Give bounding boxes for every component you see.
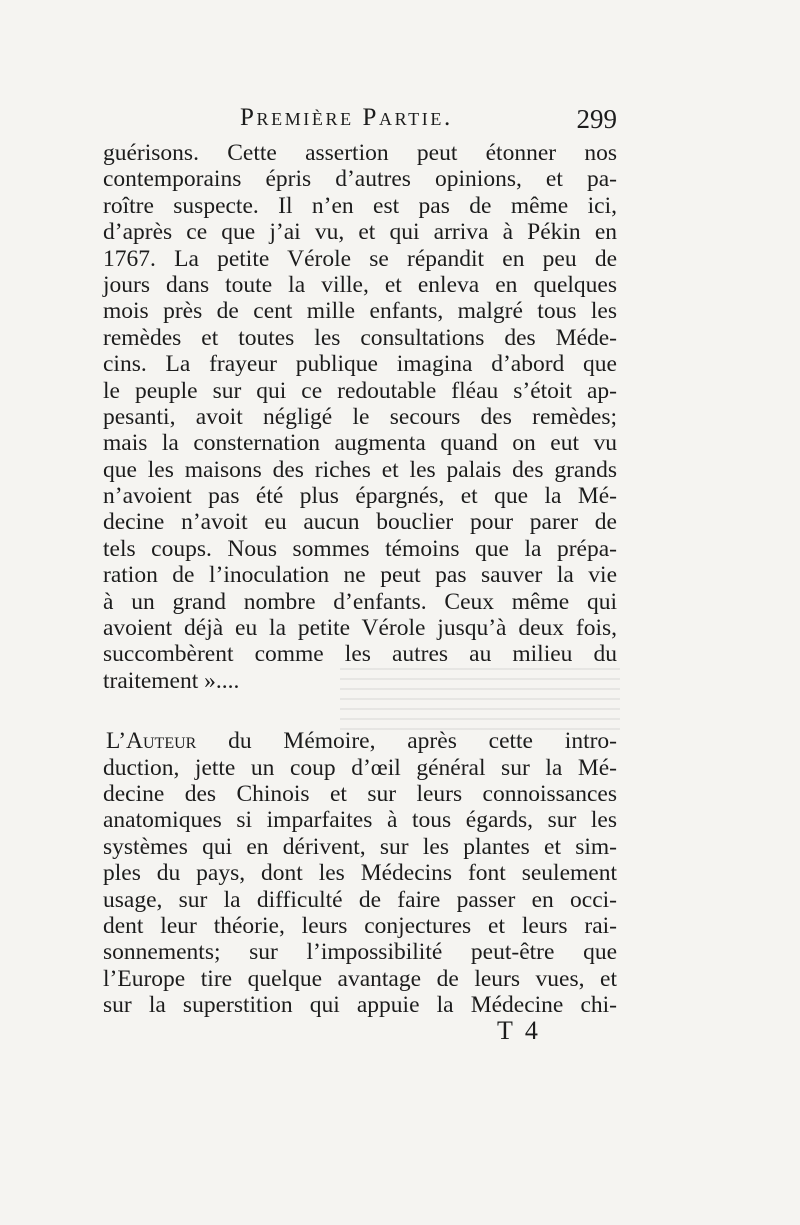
text-line: decine des Chinois et sur leurs connoissances (103, 780, 617, 807)
page-number: 299 (576, 104, 617, 134)
text-line: pesanti, avoit négligé le secours des remèdes; (103, 403, 617, 430)
text-line: guérisons. Cette assertion peut étonner nos (103, 140, 617, 166)
signature-mark: T 4 (497, 1016, 541, 1045)
text-line: n’avoient pas été plus épargnés, et que la Mé- (103, 483, 617, 510)
text-line: tels coups. Nous sommes témoins que la prépa- (103, 535, 617, 562)
text-line: systèmes qui en dérivent, sur les plantes et sim- (103, 833, 617, 860)
text-line: anatomiques si imparfaites à tous égards, sur les (103, 807, 617, 834)
text-line: usage, sur la difficulté de faire passer en occi- (103, 886, 617, 913)
text-line: 1767. La petite Vérole se répandit en peu de (103, 245, 617, 272)
text-line: à un grand nombre d’enfants. Ceux même qui (103, 588, 617, 615)
text-line: jours dans toute la ville, et enleva en quelques (103, 271, 617, 298)
text-line: succombèrent comme les autres au milieu du (103, 641, 617, 668)
paragraph-2 (103, 728, 617, 1018)
text-line: traitement ».... (103, 667, 240, 694)
text-line: cins. La frayeur publique imagina d’abord que (103, 351, 617, 378)
text-line: decine n’avoit eu aucun bouclier pour parer de (103, 509, 617, 536)
text-line: ples du pays, dont les Médecins font seulement (103, 860, 617, 887)
text-line: que les maisons des riches et les palais des grands (103, 456, 617, 483)
text-line: roître suspecte. Il n’en est pas de même ici, (103, 192, 617, 219)
text-line: sonnements; sur l’impossibilité peut-être que (103, 939, 617, 966)
body-text (103, 140, 617, 1019)
text-line: avoient déjà eu la petite Vérole jusqu’à deux fois, (103, 615, 617, 642)
paragraph-gap (103, 694, 617, 728)
first-line-rest: du Mémoire, après cette intro- (196, 728, 617, 755)
text-line: mais la consternation augmenta quand on eut vu (103, 430, 617, 457)
text-line: l’Europe tire quelque avantage de leurs vues, et (103, 965, 617, 992)
text-line: duction, jette un coup d’œil général sur la Mé- (103, 754, 617, 781)
text-line: ration de l’inoculation ne peut pas sauver la vie (103, 562, 617, 589)
text-line: remèdes et toutes les consultations des Méde- (103, 324, 617, 351)
text-line: contemporains épris d’autres opinions, et pa- (103, 166, 617, 193)
text-line: sur la superstition qui appuie la Médecine chi- (103, 992, 617, 1019)
text-line: dent leur théorie, leurs conjectures et leurs rai- (103, 912, 617, 939)
page-header (103, 104, 617, 140)
text-line (103, 728, 617, 754)
text-line: mois près de cent mille enfants, malgré tous les (103, 298, 617, 325)
text-line: d’après ce que j’ai vu, et qui arriva à Pékin en (103, 219, 617, 246)
paragraph-1 (103, 140, 617, 694)
text-line: le peuple sur qui ce redoutable fléau s’étoit ap- (103, 377, 617, 404)
running-title: Première Partie. (240, 104, 453, 131)
author-lead: L’Auteur (106, 728, 197, 755)
